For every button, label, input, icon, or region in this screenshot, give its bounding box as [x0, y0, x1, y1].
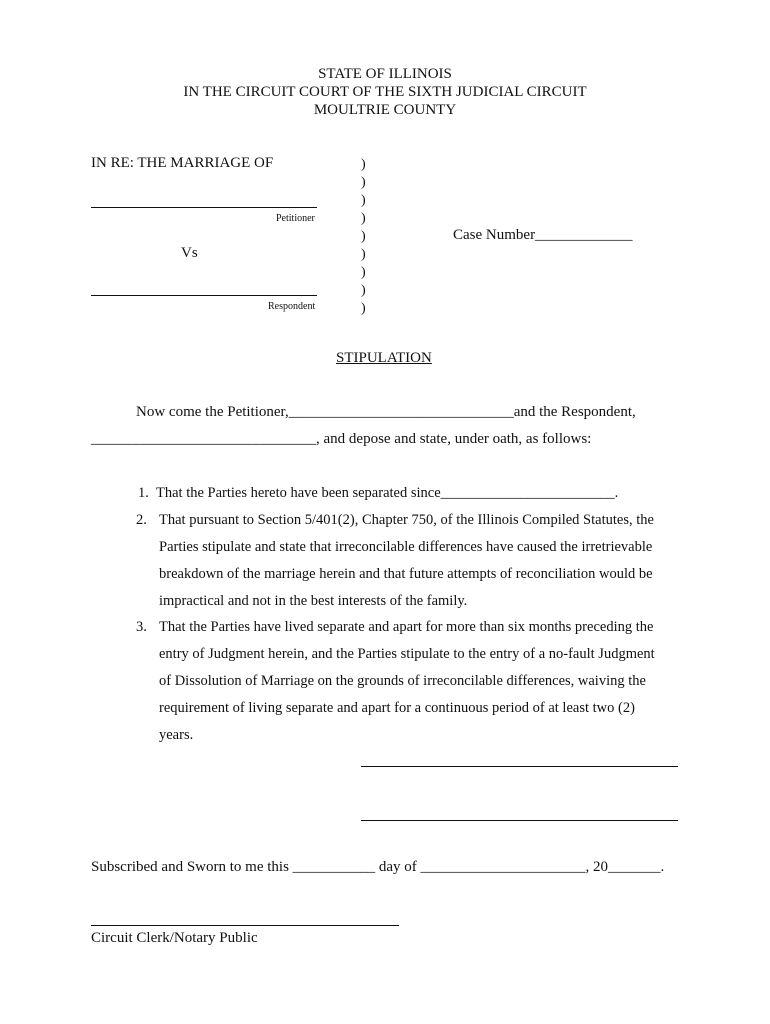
header-county: MOULTRIE COUNTY [313, 102, 457, 118]
petitioner-label: Petitioner [276, 213, 315, 224]
caption-paren: ) [361, 211, 366, 226]
item-line: requirement of living separate and apart for a continuous period of at least two (2) [159, 700, 635, 716]
document-title: STIPULATION [336, 350, 432, 366]
respondent-name-line[interactable] [91, 295, 317, 296]
signature-line-petitioner[interactable] [361, 766, 678, 767]
item-line: entry of Judgment herein, and the Parties stipulate to the entry of a no-fault Judgment [159, 646, 655, 662]
caption-paren: ) [361, 193, 366, 208]
item-line: of Dissolution of Marriage on the grounds of irreconcilable differences, waiving the [159, 673, 646, 689]
caption-paren: ) [361, 247, 366, 262]
caption-paren: ) [361, 301, 366, 316]
signature-line-respondent[interactable] [361, 820, 678, 821]
caption-paren: ) [361, 229, 366, 244]
item-number: 1. [138, 485, 149, 501]
case-number-field[interactable]: Case Number_____________ [453, 227, 633, 243]
header-state: STATE OF ILLINOIS [318, 66, 452, 82]
item-line: impractical and not in the best interests of the family. [159, 593, 468, 609]
item-number: 2. [136, 512, 147, 528]
intro-line-2: ______________________________, and depose and state, under oath, as follows: [91, 431, 592, 447]
caption-paren: ) [361, 265, 366, 280]
caption-paren: ) [361, 175, 366, 190]
item-line: That the Parties have lived separate and apart for more than six months preceding the [159, 619, 654, 635]
in-re-label: IN RE: THE MARRIAGE OF [91, 155, 274, 171]
caption-paren: ) [361, 283, 366, 298]
petitioner-name-line[interactable] [91, 207, 317, 208]
header-court: IN THE CIRCUIT COURT OF THE SIXTH JUDICIAL CIRCUIT [183, 84, 587, 100]
item-line: Parties stipulate and state that irreconcilable differences have caused the irretrievable [159, 539, 653, 555]
notary-signature-line[interactable] [91, 925, 399, 926]
caption-paren: ) [361, 157, 366, 172]
item-line: That pursuant to Section 5/401(2), Chapter 750, of the Illinois Compiled Statutes, the [159, 512, 654, 528]
versus-label: Vs [181, 245, 198, 261]
item-line: breakdown of the marriage herein and that future attempts of reconciliation would be [159, 566, 653, 582]
item-number: 3. [136, 619, 147, 635]
item-line: years. [159, 727, 194, 743]
sworn-statement: Subscribed and Sworn to me this ___________ day of ______________________, 20_______. [91, 859, 665, 875]
intro-line-1: Now come the Petitioner,______________________________and the Respondent, [136, 404, 636, 420]
respondent-label: Respondent [268, 301, 316, 312]
item-line: That the Parties hereto have been separated since________________________. [156, 485, 619, 501]
notary-label: Circuit Clerk/Notary Public [91, 930, 258, 946]
